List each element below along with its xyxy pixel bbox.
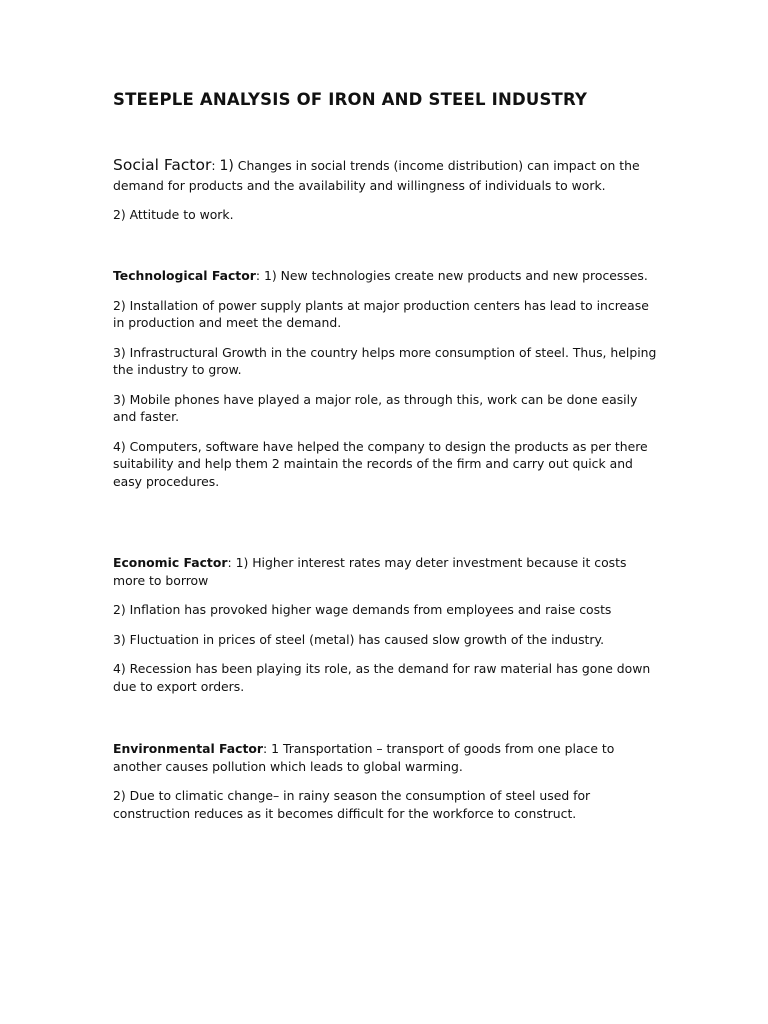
technological-point-3: 3) Infrastructural Growth in the country helps more consumption of steel. Thus, helping the industry to grow. (113, 344, 657, 377)
environmental-section (113, 740, 658, 822)
environmental-heading: Environmental Factor (113, 741, 264, 756)
social-colon: : (211, 158, 216, 173)
economic-point-1 (113, 554, 658, 589)
environmental-point-1-text: : 1 Transportation – transport of goods from one place to another causes pollution which leads to global warming. (113, 741, 615, 774)
social-section (113, 155, 658, 224)
technological-point-4: 3) Mobile phones have played a major role, as through this, work can be done easily and faster. (113, 391, 638, 424)
technological-section (113, 267, 658, 490)
social-point-2: 2) Attitude to work. (113, 207, 234, 222)
economic-point-4: 4) Recession has been playing its role, as the demand for raw material has gone down due to export orders. (113, 661, 651, 694)
economic-point-1-text: : 1) Higher interest rates may deter investment because it costs more to borrow (113, 555, 627, 588)
economic-point-2: 2) Inflation has provoked higher wage demands from employees and raise costs (113, 602, 612, 617)
economic-point-3: 3) Fluctuation in prices of steel (metal) has caused slow growth of the industry. (113, 631, 605, 647)
technological-point-1-text: : 1) New technologies create new products and new processes. (255, 268, 648, 283)
environmental-point-1 (113, 740, 658, 775)
economic-heading: Economic Factor (113, 555, 228, 570)
social-point-1-text: Changes in social trends (income distribution) can impact on the demand for products and the availability and willingness of individuals to work. (113, 158, 640, 193)
environmental-point-2: 2) Due to climatic change– in rainy season the consumption of steel used for construction reduces as it becomes difficult for the workforce to construct. (113, 788, 591, 821)
social-number: 1) (219, 158, 234, 174)
technological-point-1 (113, 267, 658, 285)
social-point-1 (113, 155, 658, 196)
document-title: STEEPLE ANALYSIS OF IRON AND STEEL INDUSTRY (113, 90, 588, 109)
economic-section (113, 554, 658, 695)
technological-point-5: 4) Computers, software have helped the company to design the products as per there suitability and help them 2 maintain the records of the firm and carry out quick and easy procedures. (113, 438, 648, 489)
technological-heading: Technological Factor (113, 268, 256, 283)
social-heading: Social Factor (113, 156, 212, 174)
technological-point-2: 2) Installation of power supply plants at major production centers has lead to increase in production and meet the demand. (113, 297, 649, 330)
